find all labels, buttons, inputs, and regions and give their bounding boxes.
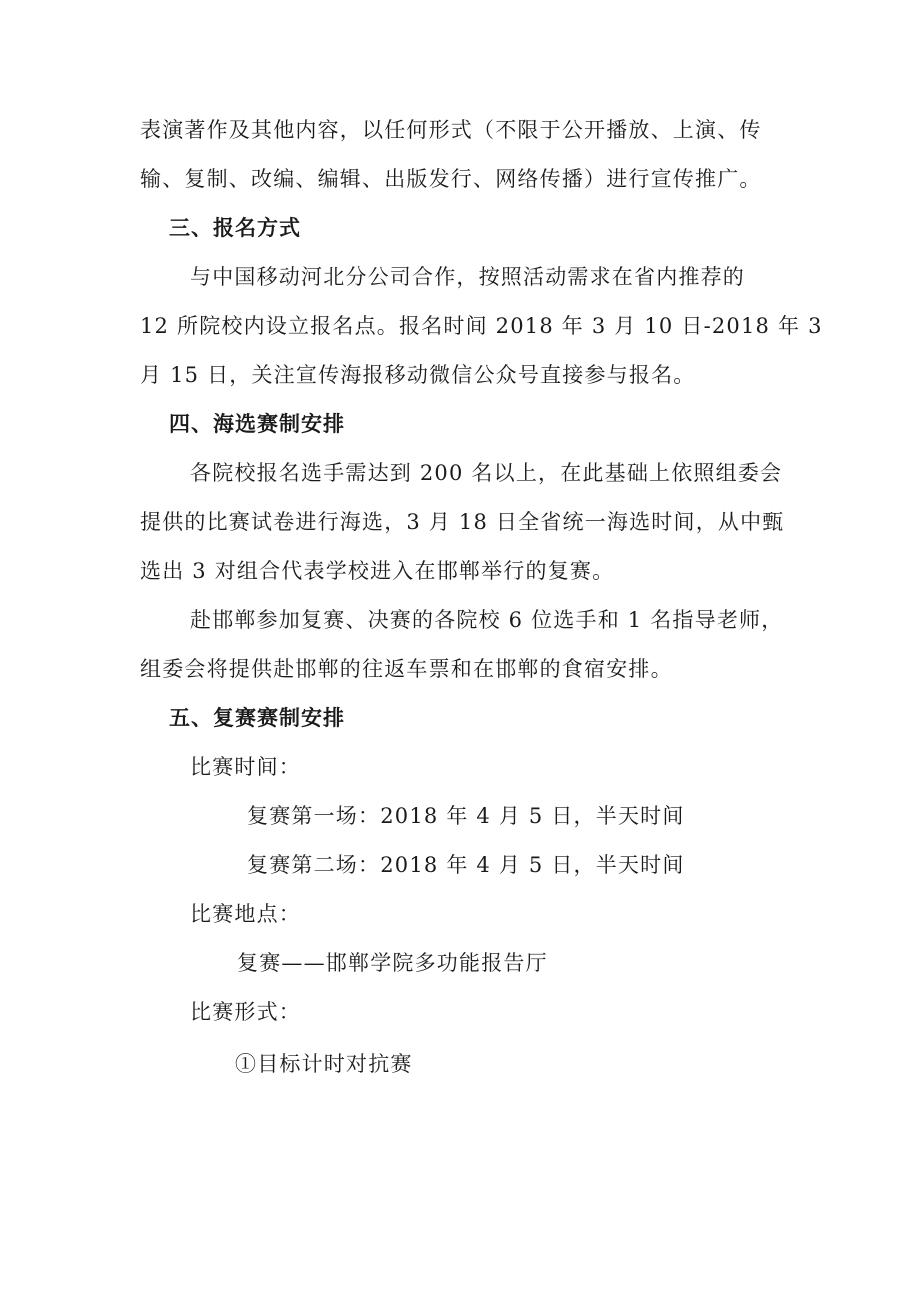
- paragraph-line: 月 15 日，关注宣传海报移动微信公众号直接参与报名。: [140, 363, 696, 387]
- format-label: 比赛形式：: [190, 1000, 301, 1024]
- paragraph-line: 提供的比赛试卷进行海选，3 月 18 日全省统一海选时间，从中甄: [140, 510, 785, 534]
- paragraph-line: 各院校报名选手需达到 200 名以上，在此基础上依照组委会: [190, 461, 783, 485]
- paragraph-line: 表演著作及其他内容，以任何形式（不限于公开播放、上演、传: [140, 118, 762, 142]
- paragraph-line: 组委会将提供赴邯郸的往返车票和在邯郸的食宿安排。: [140, 657, 673, 681]
- time-label: 比赛时间：: [190, 755, 301, 779]
- round-two-time: 复赛第二场：2018 年 4 月 5 日，半天时间: [247, 853, 685, 877]
- section-heading-preliminary: 四、海选赛制安排: [169, 412, 345, 436]
- round-one-time: 复赛第一场：2018 年 4 月 5 日，半天时间: [247, 804, 685, 828]
- format-item: ①目标计时对抗赛: [235, 1052, 413, 1076]
- venue-label: 比赛地点：: [190, 902, 301, 926]
- venue-text: 复赛——邯郸学院多功能报告厅: [237, 951, 548, 975]
- section-heading-registration: 三、报名方式: [169, 216, 301, 240]
- section-heading-semifinal: 五、复赛赛制安排: [169, 706, 345, 730]
- paragraph-line: 选出 3 对组合代表学校进入在邯郸举行的复赛。: [140, 559, 615, 583]
- paragraph-line: 12 所院校内设立报名点。报名时间 2018 年 3 月 10 日-2018 年 3: [140, 314, 823, 338]
- paragraph-line: 赴邯郸参加复赛、决赛的各院校 6 位选手和 1 名指导老师，: [190, 608, 784, 632]
- paragraph-line: 输、复制、改编、编辑、出版发行、网络传播）进行宣传推广。: [140, 167, 762, 191]
- paragraph-line: 与中国移动河北分公司合作，按照活动需求在省内推荐的: [190, 265, 745, 289]
